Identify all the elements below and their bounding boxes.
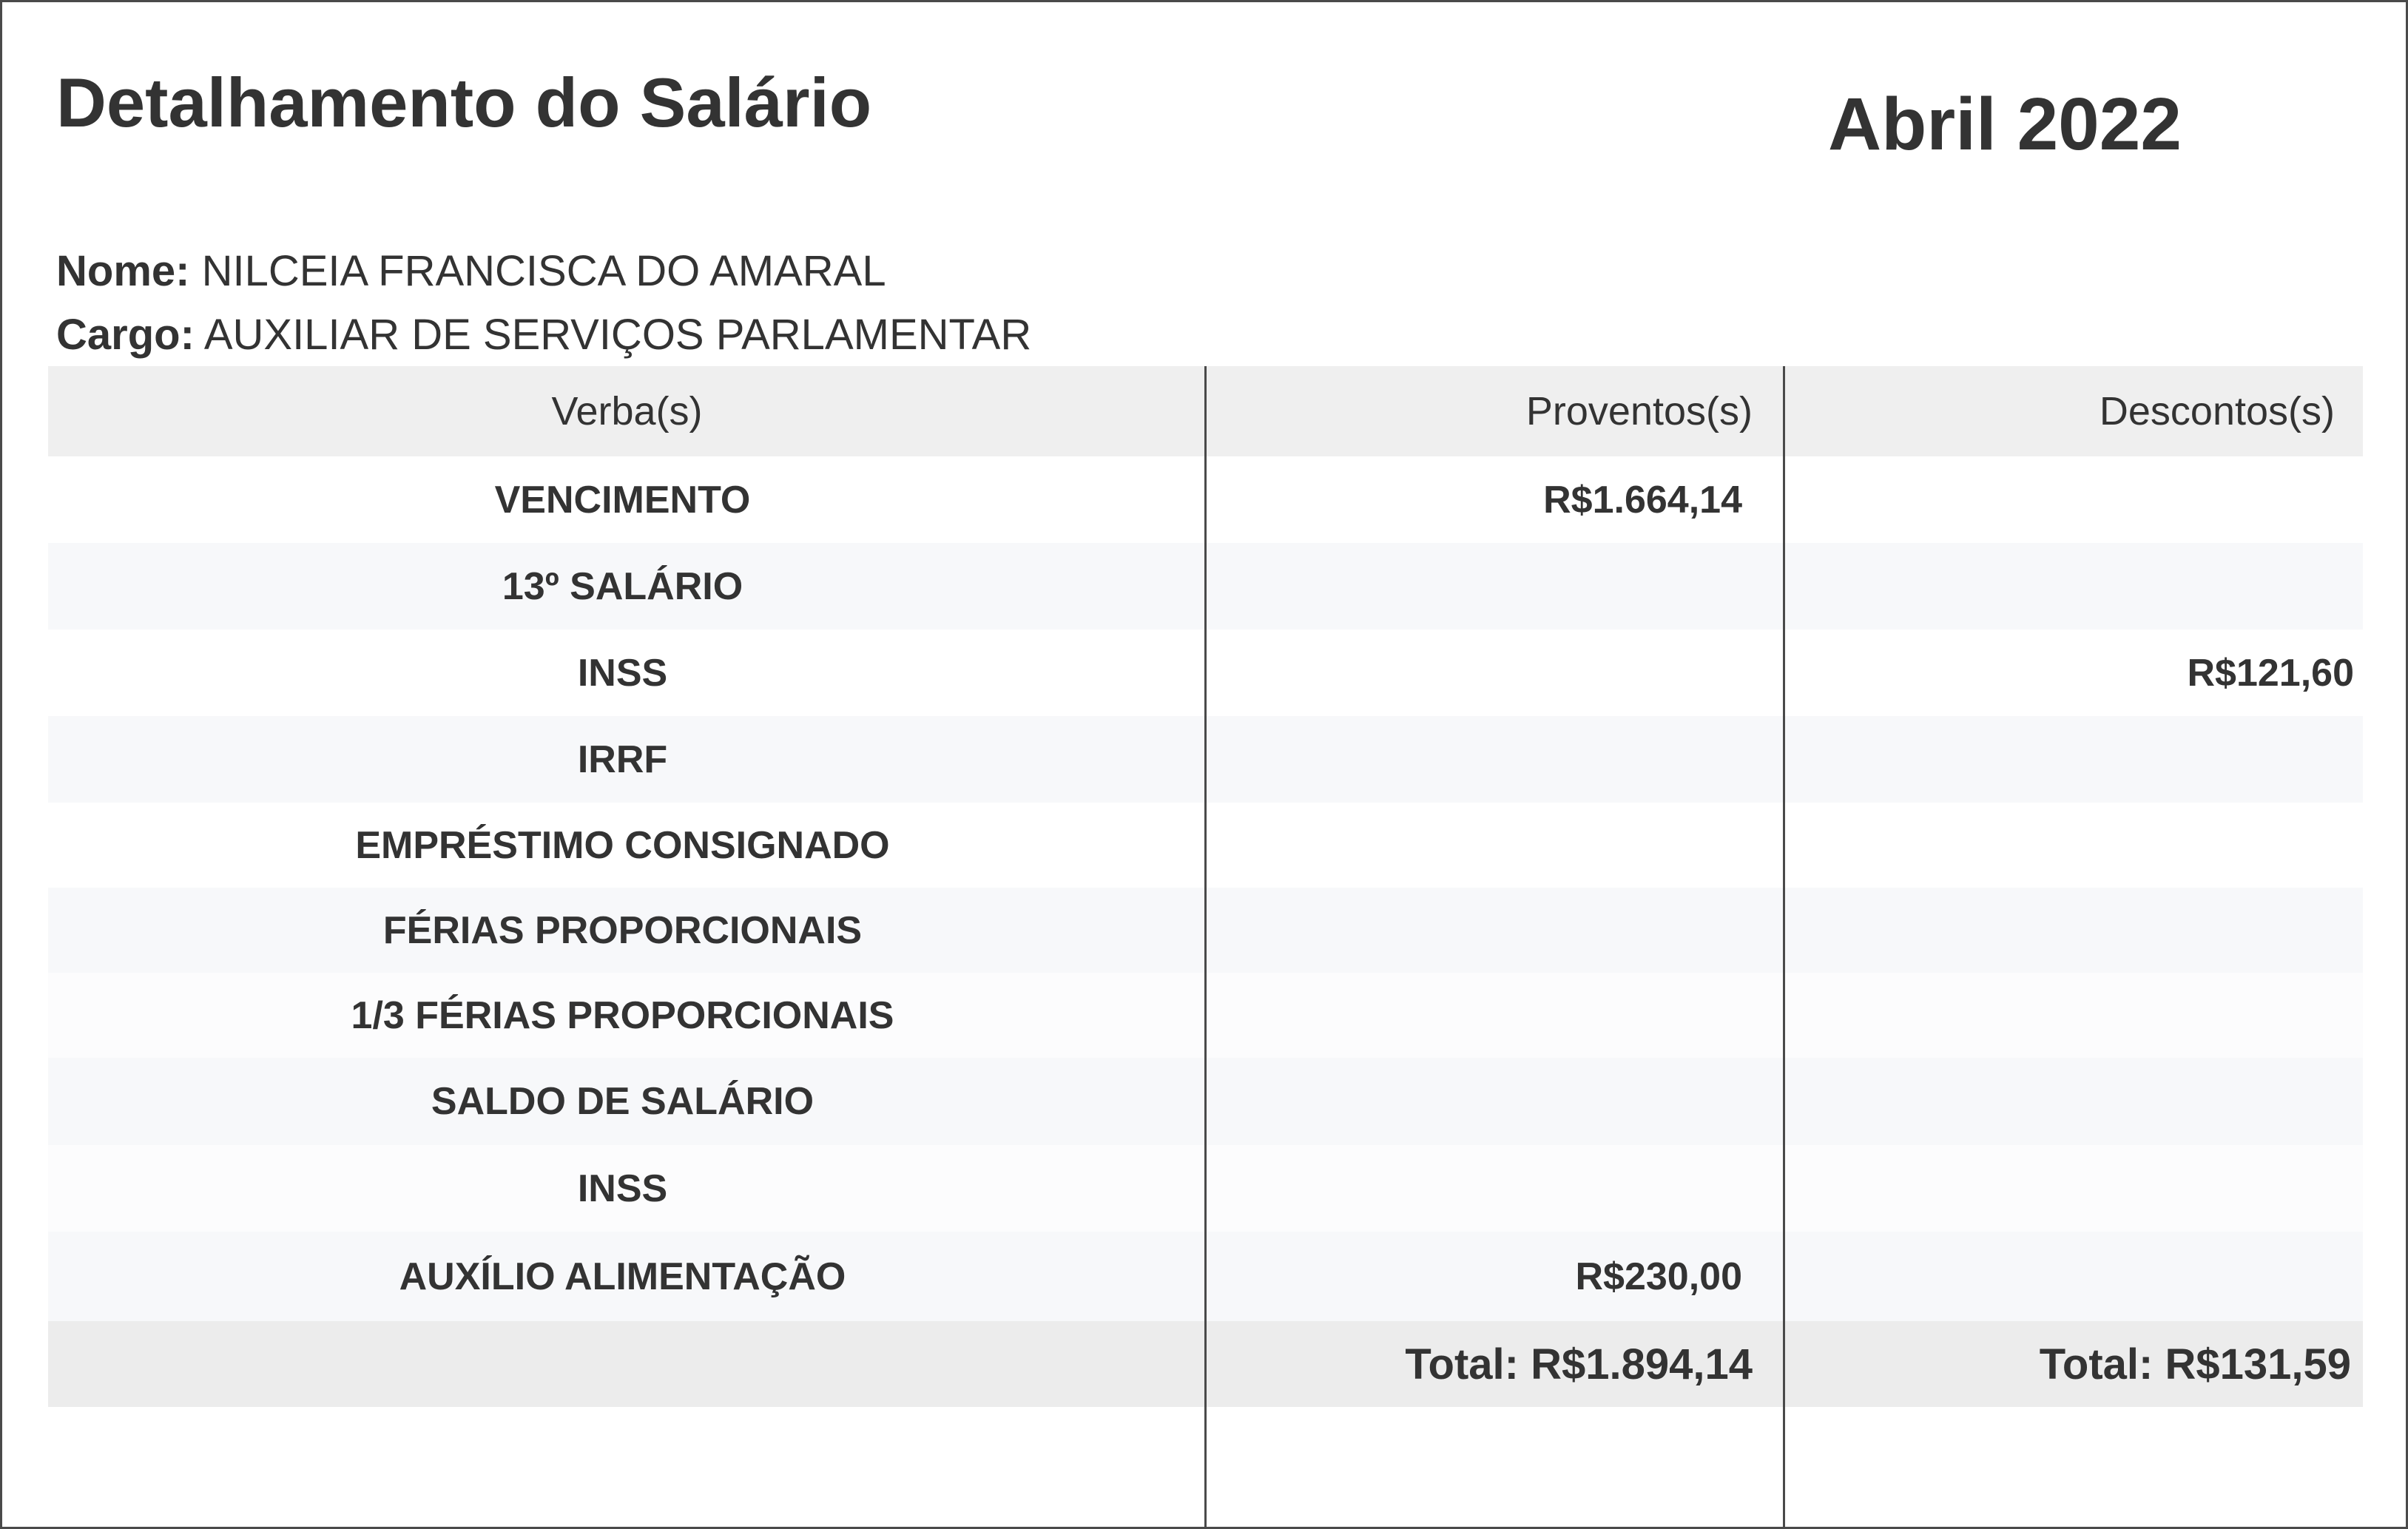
total-proventos: Total: R$1.894,14	[1405, 1340, 1753, 1388]
proventos-cell	[1206, 716, 1785, 803]
verba-cell: EMPRÉSTIMO CONSIGNADO	[355, 823, 890, 867]
descontos-cell	[1785, 543, 2363, 630]
verba-cell: 13º SALÁRIO	[502, 564, 743, 608]
proventos-cell	[1206, 630, 1785, 716]
column-divider	[1783, 366, 1785, 1529]
page-title: Detalhamento do Salário	[56, 64, 872, 141]
verba-cell: VENCIMENTO	[494, 478, 751, 522]
proventos-cell: R$230,00	[1575, 1255, 1742, 1298]
proventos-cell	[1206, 1145, 1785, 1232]
verba-cell: AUXÍLIO ALIMENTAÇÃO	[399, 1255, 846, 1298]
total-descontos: Total: R$131,59	[2039, 1340, 2351, 1388]
totals-label-cell	[48, 1321, 1206, 1407]
proventos-cell	[1206, 1058, 1785, 1145]
descontos-cell	[1785, 1058, 2363, 1145]
verba-cell: INSS	[577, 1167, 668, 1210]
proventos-cell	[1206, 973, 1785, 1058]
role-value: AUXILIAR DE SERVIÇOS PARLAMENTAR	[203, 311, 1032, 359]
descontos-cell	[1785, 1145, 2363, 1232]
descontos-cell	[1785, 803, 2363, 888]
period-label: Abril 2022	[1828, 83, 2182, 166]
verba-cell: SALDO DE SALÁRIO	[431, 1080, 815, 1123]
column-divider	[1204, 366, 1207, 1529]
descontos-cell	[1785, 888, 2363, 973]
proventos-cell	[1206, 803, 1785, 888]
descontos-cell	[1785, 456, 2363, 543]
column-header-descontos: Descontos(s)	[2099, 389, 2335, 433]
name-label: Nome:	[56, 247, 190, 295]
column-header-proventos: Proventos(s)	[1525, 389, 1753, 433]
verba-cell: FÉRIAS PROPORCIONAIS	[382, 908, 863, 952]
verba-cell: INSS	[577, 651, 668, 695]
descontos-cell	[1785, 973, 2363, 1058]
name-value: NILCEIA FRANCISCA DO AMARAL	[201, 247, 886, 295]
proventos-cell: R$1.664,14	[1543, 478, 1742, 522]
proventos-cell	[1206, 888, 1785, 973]
descontos-cell	[1785, 1232, 2363, 1321]
employee-name-line	[56, 246, 886, 296]
descontos-cell	[1785, 716, 2363, 803]
employee-role-line	[56, 310, 1031, 360]
column-header-verba: Verba(s)	[551, 389, 703, 433]
role-label: Cargo:	[56, 311, 195, 359]
verba-cell: 1/3 FÉRIAS PROPORCIONAIS	[351, 993, 894, 1037]
verba-cell: IRRF	[577, 738, 668, 781]
proventos-cell	[1206, 543, 1785, 630]
descontos-cell: R$121,60	[2187, 651, 2354, 695]
